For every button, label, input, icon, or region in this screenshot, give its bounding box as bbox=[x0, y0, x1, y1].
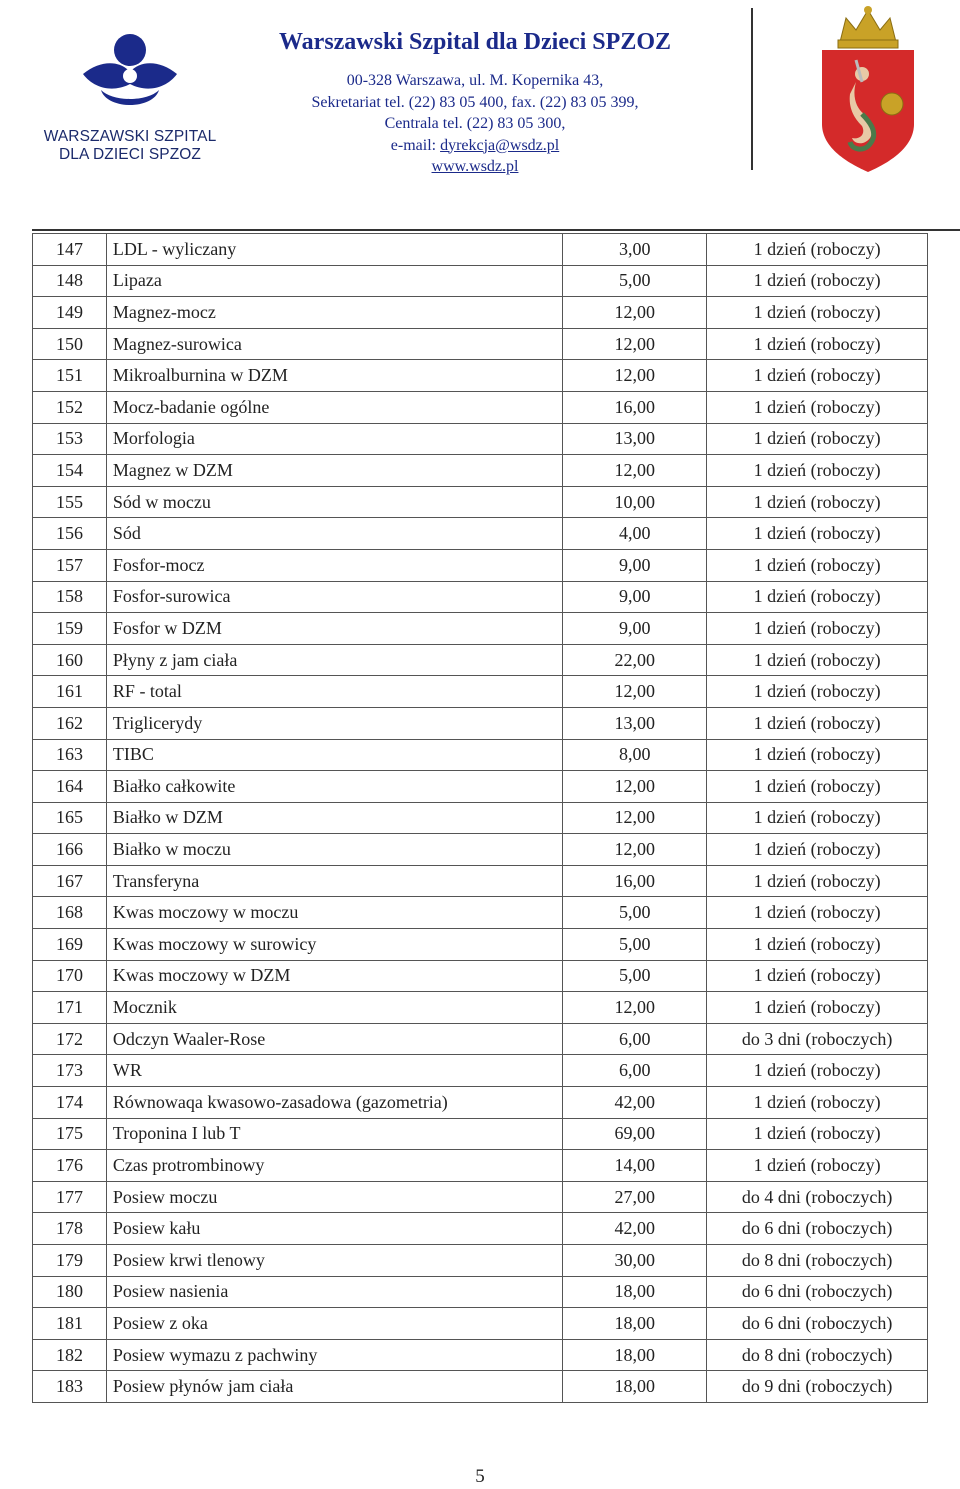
test-name: Posiew moczu bbox=[106, 1181, 562, 1213]
test-price: 12,00 bbox=[563, 360, 707, 392]
test-name: Fosfor-surowica bbox=[106, 581, 562, 613]
test-name: Fosfor w DZM bbox=[106, 613, 562, 645]
test-price: 9,00 bbox=[563, 549, 707, 581]
test-name: Magnez-mocz bbox=[106, 297, 562, 329]
test-name: Troponina I lub T bbox=[106, 1118, 562, 1150]
turnaround-time: do 4 dni (roboczych) bbox=[707, 1181, 928, 1213]
test-price: 42,00 bbox=[563, 1087, 707, 1119]
price-table bbox=[32, 233, 928, 1403]
test-name: Posiew kału bbox=[106, 1213, 562, 1245]
test-price: 8,00 bbox=[563, 739, 707, 771]
turnaround-time: 1 dzień (roboczy) bbox=[707, 1118, 928, 1150]
row-number: 153 bbox=[33, 423, 107, 455]
row-number: 177 bbox=[33, 1181, 107, 1213]
central-phone: Centrala tel. (22) 83 05 300, bbox=[384, 115, 566, 132]
table-row bbox=[33, 992, 928, 1024]
turnaround-time: do 6 dni (roboczych) bbox=[707, 1213, 928, 1245]
turnaround-time: 1 dzień (roboczy) bbox=[707, 1055, 928, 1087]
test-price: 6,00 bbox=[563, 1055, 707, 1087]
table-row bbox=[33, 707, 928, 739]
turnaround-time: 1 dzień (roboczy) bbox=[707, 865, 928, 897]
table-row bbox=[33, 644, 928, 676]
warsaw-crest bbox=[816, 4, 920, 174]
row-number: 147 bbox=[33, 234, 107, 266]
test-name: Czas protrombinowy bbox=[106, 1150, 562, 1182]
row-number: 163 bbox=[33, 739, 107, 771]
test-name: Sód bbox=[106, 518, 562, 550]
table-row bbox=[33, 802, 928, 834]
table-row bbox=[33, 1118, 928, 1150]
row-number: 162 bbox=[33, 707, 107, 739]
logo-text-line1: WARSZAWSKI SZPITAL bbox=[43, 128, 217, 145]
test-name: WR bbox=[106, 1055, 562, 1087]
test-price: 13,00 bbox=[563, 423, 707, 455]
turnaround-time: 1 dzień (roboczy) bbox=[707, 265, 928, 297]
test-price: 9,00 bbox=[563, 581, 707, 613]
test-price: 18,00 bbox=[563, 1276, 707, 1308]
row-number: 174 bbox=[33, 1087, 107, 1119]
hospital-info bbox=[220, 26, 730, 178]
table-row bbox=[33, 391, 928, 423]
row-number: 154 bbox=[33, 455, 107, 487]
row-number: 151 bbox=[33, 360, 107, 392]
test-name: Posiew krwi tlenowy bbox=[106, 1245, 562, 1277]
table-row bbox=[33, 613, 928, 645]
row-number: 179 bbox=[33, 1245, 107, 1277]
table-row bbox=[33, 1245, 928, 1277]
row-number: 170 bbox=[33, 960, 107, 992]
turnaround-time: 1 dzień (roboczy) bbox=[707, 581, 928, 613]
website-link[interactable]: www.wsdz.pl bbox=[431, 158, 519, 175]
test-name: Białko w DZM bbox=[106, 802, 562, 834]
row-number: 178 bbox=[33, 1213, 107, 1245]
test-price: 18,00 bbox=[563, 1308, 707, 1340]
turnaround-time: do 9 dni (roboczych) bbox=[707, 1371, 928, 1403]
turnaround-time: 1 dzień (roboczy) bbox=[707, 644, 928, 676]
turnaround-time: 1 dzień (roboczy) bbox=[707, 739, 928, 771]
turnaround-time: do 3 dni (roboczych) bbox=[707, 1023, 928, 1055]
row-number: 176 bbox=[33, 1150, 107, 1182]
test-name: RF - total bbox=[106, 676, 562, 708]
email-link[interactable]: dyrekcja@wsdz.pl bbox=[440, 136, 560, 154]
turnaround-time: 1 dzień (roboczy) bbox=[707, 1150, 928, 1182]
row-number: 169 bbox=[33, 929, 107, 961]
row-number: 165 bbox=[33, 802, 107, 834]
table-row bbox=[33, 1181, 928, 1213]
table-row bbox=[33, 771, 928, 803]
turnaround-time: 1 dzień (roboczy) bbox=[707, 360, 928, 392]
test-name: Kwas moczowy w surowicy bbox=[106, 929, 562, 961]
test-price: 18,00 bbox=[563, 1339, 707, 1371]
test-name: Sód w moczu bbox=[106, 486, 562, 518]
row-number: 148 bbox=[33, 265, 107, 297]
test-name: Kwas moczowy w moczu bbox=[106, 897, 562, 929]
row-number: 157 bbox=[33, 549, 107, 581]
test-price: 10,00 bbox=[563, 486, 707, 518]
test-price: 42,00 bbox=[563, 1213, 707, 1245]
test-price: 30,00 bbox=[563, 1245, 707, 1277]
table-row bbox=[33, 1150, 928, 1182]
table-row bbox=[33, 865, 928, 897]
row-number: 175 bbox=[33, 1118, 107, 1150]
test-name: Lipaza bbox=[106, 265, 562, 297]
row-number: 168 bbox=[33, 897, 107, 929]
crest-icon bbox=[816, 4, 920, 174]
table-row bbox=[33, 960, 928, 992]
test-price: 5,00 bbox=[563, 960, 707, 992]
test-name: Odczyn Waaler-Rose bbox=[106, 1023, 562, 1055]
table-row bbox=[33, 455, 928, 487]
turnaround-time: 1 dzień (roboczy) bbox=[707, 391, 928, 423]
turnaround-time: do 8 dni (roboczych) bbox=[707, 1245, 928, 1277]
table-row bbox=[33, 297, 928, 329]
row-number: 161 bbox=[33, 676, 107, 708]
test-price: 12,00 bbox=[563, 834, 707, 866]
turnaround-time: 1 dzień (roboczy) bbox=[707, 518, 928, 550]
test-price: 12,00 bbox=[563, 676, 707, 708]
test-price: 5,00 bbox=[563, 265, 707, 297]
test-name: Magnez w DZM bbox=[106, 455, 562, 487]
row-number: 183 bbox=[33, 1371, 107, 1403]
test-price: 12,00 bbox=[563, 297, 707, 329]
turnaround-time: 1 dzień (roboczy) bbox=[707, 834, 928, 866]
test-price: 3,00 bbox=[563, 234, 707, 266]
table-row bbox=[33, 234, 928, 266]
header-rule bbox=[32, 229, 960, 231]
turnaround-time: 1 dzień (roboczy) bbox=[707, 486, 928, 518]
table-row bbox=[33, 739, 928, 771]
test-price: 27,00 bbox=[563, 1181, 707, 1213]
hospital-logo-icon bbox=[75, 30, 185, 120]
turnaround-time: 1 dzień (roboczy) bbox=[707, 960, 928, 992]
turnaround-time: 1 dzień (roboczy) bbox=[707, 929, 928, 961]
test-name: Fosfor-mocz bbox=[106, 549, 562, 581]
test-name: Morfologia bbox=[106, 423, 562, 455]
test-name: TIBC bbox=[106, 739, 562, 771]
secretariat-phone: Sekretariat tel. (22) 83 05 400, fax. (22) 83 05 399, bbox=[311, 93, 639, 111]
document-header bbox=[0, 0, 960, 230]
row-number: 166 bbox=[33, 834, 107, 866]
test-price: 22,00 bbox=[563, 644, 707, 676]
test-name: Płyny z jam ciała bbox=[106, 644, 562, 676]
test-name: Równowaqa kwasowo-zasadowa (gazometria) bbox=[106, 1087, 562, 1119]
test-price: 4,00 bbox=[563, 518, 707, 550]
logo-text-line2: DLA DZIECI SPZOZ bbox=[59, 146, 201, 163]
test-name: Posiew wymazu z pachwiny bbox=[106, 1339, 562, 1371]
test-name: Białko w moczu bbox=[106, 834, 562, 866]
turnaround-time: 1 dzień (roboczy) bbox=[707, 802, 928, 834]
turnaround-time: 1 dzień (roboczy) bbox=[707, 771, 928, 803]
test-name: Posiew z oka bbox=[106, 1308, 562, 1340]
test-name: Transferyna bbox=[106, 865, 562, 897]
turnaround-time: 1 dzień (roboczy) bbox=[707, 549, 928, 581]
table-row bbox=[33, 518, 928, 550]
test-name: Posiew nasienia bbox=[106, 1276, 562, 1308]
test-name: Mocznik bbox=[106, 992, 562, 1024]
test-price: 12,00 bbox=[563, 328, 707, 360]
table-row bbox=[33, 897, 928, 929]
row-number: 171 bbox=[33, 992, 107, 1024]
test-price: 5,00 bbox=[563, 897, 707, 929]
row-number: 172 bbox=[33, 1023, 107, 1055]
test-price: 9,00 bbox=[563, 613, 707, 645]
table-row bbox=[33, 1339, 928, 1371]
row-number: 150 bbox=[33, 328, 107, 360]
turnaround-time: 1 dzień (roboczy) bbox=[707, 455, 928, 487]
test-name: Magnez-surowica bbox=[106, 328, 562, 360]
table-row bbox=[33, 676, 928, 708]
table-row bbox=[33, 1371, 928, 1403]
table-row bbox=[33, 360, 928, 392]
turnaround-time: 1 dzień (roboczy) bbox=[707, 297, 928, 329]
table-row bbox=[33, 328, 928, 360]
test-price: 5,00 bbox=[563, 929, 707, 961]
table-row bbox=[33, 423, 928, 455]
test-name: LDL - wyliczany bbox=[106, 234, 562, 266]
turnaround-time: 1 dzień (roboczy) bbox=[707, 676, 928, 708]
table-row bbox=[33, 1087, 928, 1119]
table-row bbox=[33, 834, 928, 866]
table-row bbox=[33, 929, 928, 961]
row-number: 155 bbox=[33, 486, 107, 518]
test-name: Mikroalburnina w DZM bbox=[106, 360, 562, 392]
header-divider bbox=[751, 8, 753, 170]
table-row bbox=[33, 581, 928, 613]
test-price: 13,00 bbox=[563, 707, 707, 739]
row-number: 167 bbox=[33, 865, 107, 897]
test-price: 16,00 bbox=[563, 865, 707, 897]
test-price: 16,00 bbox=[563, 391, 707, 423]
test-name: Posiew płynów jam ciała bbox=[106, 1371, 562, 1403]
table-row bbox=[33, 1308, 928, 1340]
turnaround-time: 1 dzień (roboczy) bbox=[707, 613, 928, 645]
turnaround-time: 1 dzień (roboczy) bbox=[707, 1087, 928, 1119]
table-row bbox=[33, 549, 928, 581]
turnaround-time: 1 dzień (roboczy) bbox=[707, 234, 928, 266]
test-name: Mocz-badanie ogólne bbox=[106, 391, 562, 423]
row-number: 149 bbox=[33, 297, 107, 329]
turnaround-time: 1 dzień (roboczy) bbox=[707, 328, 928, 360]
test-price: 12,00 bbox=[563, 802, 707, 834]
table-row bbox=[33, 1023, 928, 1055]
page-number: 5 bbox=[475, 1466, 485, 1487]
hospital-logo bbox=[30, 30, 230, 170]
row-number: 180 bbox=[33, 1276, 107, 1308]
test-price: 14,00 bbox=[563, 1150, 707, 1182]
row-number: 159 bbox=[33, 613, 107, 645]
table-row bbox=[33, 1055, 928, 1087]
test-price: 12,00 bbox=[563, 455, 707, 487]
turnaround-time: 1 dzień (roboczy) bbox=[707, 897, 928, 929]
row-number: 173 bbox=[33, 1055, 107, 1087]
hospital-address: 00-328 Warszawa, ul. M. Kopernika 43, bbox=[346, 72, 604, 89]
turnaround-time: 1 dzień (roboczy) bbox=[707, 423, 928, 455]
row-number: 164 bbox=[33, 771, 107, 803]
test-price: 69,00 bbox=[563, 1118, 707, 1150]
turnaround-time: 1 dzień (roboczy) bbox=[707, 707, 928, 739]
test-name: Triglicerydy bbox=[106, 707, 562, 739]
turnaround-time: do 6 dni (roboczych) bbox=[707, 1276, 928, 1308]
email-label: e-mail: bbox=[390, 136, 441, 154]
test-name: Kwas moczowy w DZM bbox=[106, 960, 562, 992]
turnaround-time: do 8 dni (roboczych) bbox=[707, 1339, 928, 1371]
test-price: 12,00 bbox=[563, 771, 707, 803]
table-row bbox=[33, 486, 928, 518]
row-number: 160 bbox=[33, 644, 107, 676]
website-line bbox=[220, 156, 730, 178]
test-price: 18,00 bbox=[563, 1371, 707, 1403]
row-number: 152 bbox=[33, 391, 107, 423]
test-name: Białko całkowite bbox=[106, 771, 562, 803]
table-row bbox=[33, 1276, 928, 1308]
turnaround-time: 1 dzień (roboczy) bbox=[707, 992, 928, 1024]
row-number: 156 bbox=[33, 518, 107, 550]
test-price: 6,00 bbox=[563, 1023, 707, 1055]
row-number: 182 bbox=[33, 1339, 107, 1371]
table-row bbox=[33, 1213, 928, 1245]
hospital-title: Warszawski Szpital dla Dzieci SPZOZ bbox=[278, 29, 671, 55]
table-row bbox=[33, 265, 928, 297]
email-line bbox=[220, 135, 730, 157]
row-number: 158 bbox=[33, 581, 107, 613]
test-price: 12,00 bbox=[563, 992, 707, 1024]
row-number: 181 bbox=[33, 1308, 107, 1340]
price-table-body bbox=[33, 234, 928, 1403]
turnaround-time: do 6 dni (roboczych) bbox=[707, 1308, 928, 1340]
